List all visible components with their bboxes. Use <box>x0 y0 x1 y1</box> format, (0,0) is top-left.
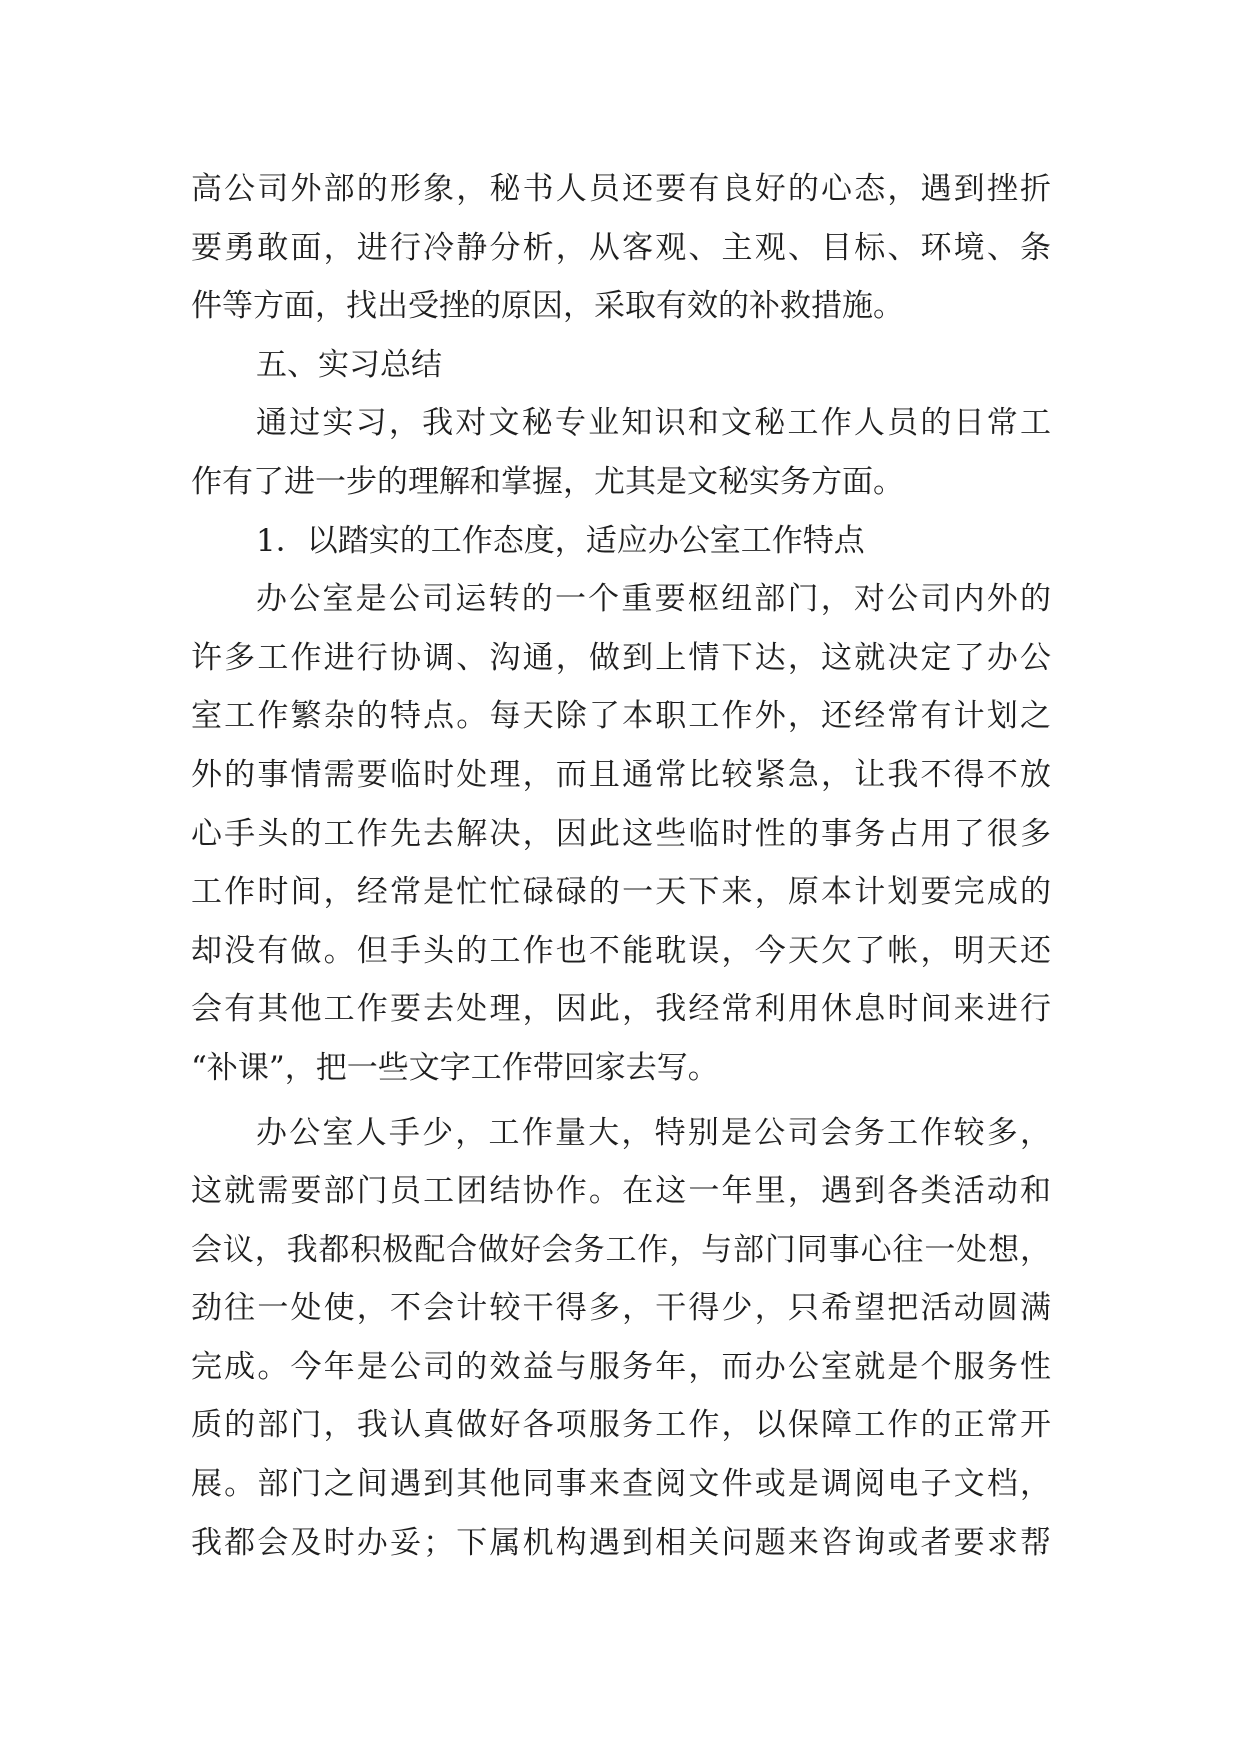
text-line: 件等方面，找出受挫的原因，采取有效的补救措施。 <box>191 288 904 325</box>
text-line: 我都会及时办妥；下属机构遇到相关问题来咨询或者要求帮 <box>191 1524 1051 1561</box>
text-line: 展。部门之间遇到其他同事来查阅文件或是调阅电子文档， <box>191 1466 1051 1503</box>
text-line: 办公室人手少，工作量大，特别是公司会务工作较多， <box>256 1114 1051 1151</box>
text-line: 却没有做。但手头的工作也不能耽误，今天欠了帐，明天还 <box>191 932 1051 969</box>
text-line: 心手头的工作先去解决，因此这些临时性的事务占用了很多 <box>191 815 1051 852</box>
text-line: 要勇敢面，进行冷静分析，从客观、主观、目标、环境、条 <box>191 229 1051 266</box>
text-line: 工作时间，经常是忙忙碌碌的一天下来，原本计划要完成的 <box>191 874 1051 911</box>
text-line: 完成。今年是公司的效益与服务年，而办公室就是个服务性 <box>191 1348 1051 1385</box>
text-line: 质的部门，我认真做好各项服务工作，以保障工作的正常开 <box>191 1407 1051 1444</box>
text-line: 会有其他工作要去处理，因此，我经常利用休息时间来进行 <box>191 991 1051 1028</box>
section-heading: 五、实习总结 <box>256 346 442 383</box>
text-line: 作有了进一步的理解和掌握，尤其是文秘实务方面。 <box>191 463 904 500</box>
text-line: 许多工作进行协调、沟通，做到上情下达，这就决定了办公 <box>191 639 1051 676</box>
text-line: 高公司外部的形象，秘书人员还要有良好的心态，遇到挫折 <box>191 171 1051 207</box>
text-line: 室工作繁杂的特点。每天除了本职工作外，还经常有计划之 <box>191 698 1051 735</box>
text-line: 会议，我都积极配合做好会务工作，与部门同事心往一处想， <box>191 1231 1051 1268</box>
text-line: 劲往一处使，不会计较干得多，干得少，只希望把活动圆满 <box>191 1290 1051 1327</box>
text-line: 通过实习，我对文秘专业知识和文秘工作人员的日常工 <box>256 405 1051 442</box>
subsection-heading: 1．以踏实的工作态度，适应办公室工作特点 <box>256 522 865 559</box>
text-line: 办公室是公司运转的一个重要枢纽部门，对公司内外的 <box>256 581 1051 618</box>
text-line: 这就需要部门员工团结协作。在这一年里，遇到各类活动和 <box>191 1173 1051 1210</box>
text-line: 外的事情需要临时处理，而且通常比较紧急，让我不得不放 <box>191 756 1051 793</box>
text-line: “补课”，把一些文字工作带回家去写。 <box>191 1049 719 1086</box>
body-text <box>191 160 1051 1572</box>
